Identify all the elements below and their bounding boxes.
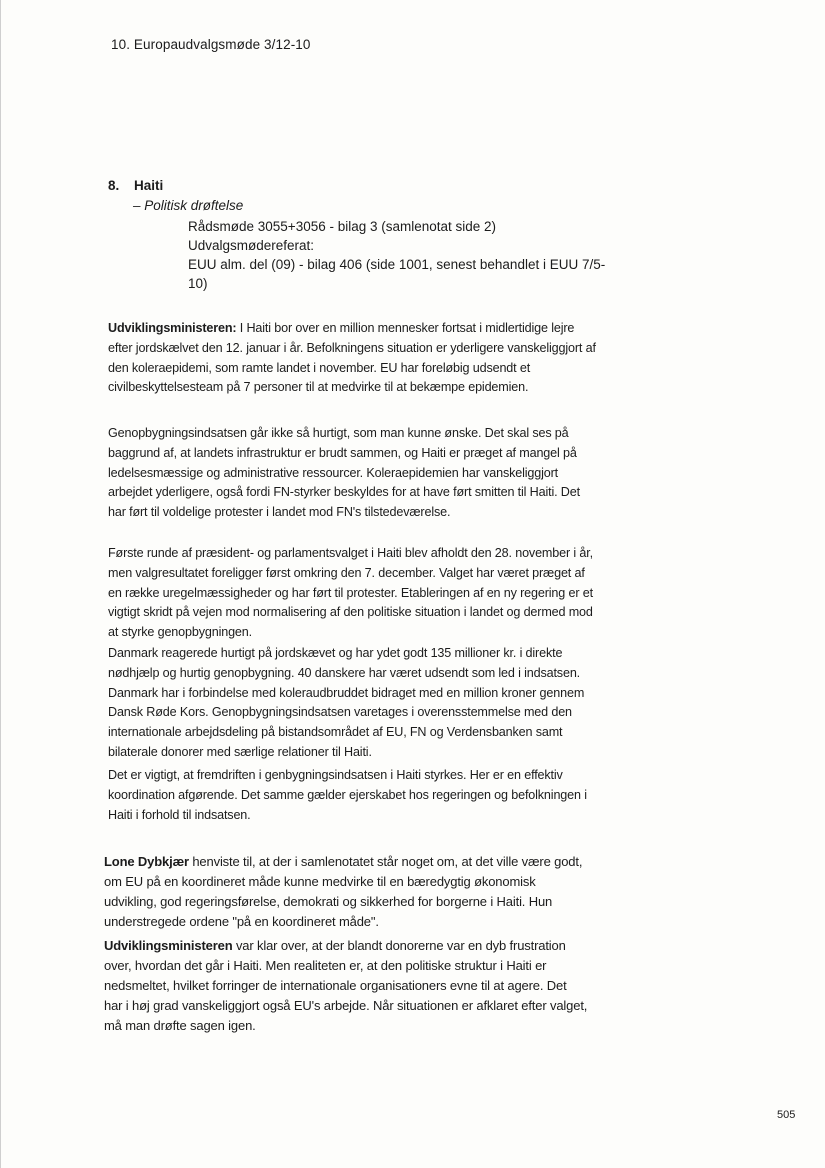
paragraph-text: Det er vigtigt, at fremdriften i genbygningsindsatsen i Haiti styrkes. Her er en effektiv koordination afgørende. Det samme gælder ejerskabet hos regeringen og befolkningen i Haiti i forhold til indsatsen. (108, 768, 587, 822)
paragraph-text: henviste til, at der i samlenotatet står noget om, at det ville være godt, om EU på en koordineret måde kunne medvirke til en bæredygtig økonomisk udvikling, god regeringsførelse, demokrati og sikkerhed for borgerne i Haiti. Hun understregede ordene "på en koordineret måde". (104, 854, 583, 929)
agenda-item-number: 8. (108, 178, 120, 193)
paragraph-text: Danmark reagerede hurtigt på jordskævet og har ydet godt 135 millioner kr. i direkte nødhjælp og hurtig genopbygning. 40 danskere har været udsendt som led i indsatsen. Danmark har i forbindelse med koleraudbruddet bidraget med en million kroner gennem Dansk Røde Kors. Genopbygningsindsatsen varetages i overensstemmelse med den internationale arbejdsdeling på bistandsområdet af EU, FN og Verdensbanken samt bilaterale donorer med særlige relationer til Haiti. (108, 646, 585, 759)
page-number: 505 (777, 1109, 796, 1121)
paragraph-text: Første runde af præsident- og parlamentsvalget i Haiti blev afholdt den 28. november i år, men valgresultatet foreligger først omkring den 7. december. Valget har været præget af en række uregelmæssigheder og har ført til protester. Etableringen af en ny regering er et vigtigt skridt på vejen mod normalisering af den politiske situation i landet og dermed mod at styrke genopbygningen. (108, 546, 593, 640)
agenda-item-title (108, 178, 163, 193)
speaker-name: Lone Dybkjær (104, 854, 189, 869)
reference-line: Udvalgsmødereferat: (188, 238, 315, 253)
paragraph (108, 766, 596, 825)
paragraph-member-statement (104, 852, 588, 932)
page-header: 10. Europaudvalgsmøde 3/12-10 (111, 37, 311, 52)
reference-line: EUU alm. del (09) - bilag 406 (side 1001, senest behandlet i EUU 7/5-10) (188, 257, 606, 291)
agenda-references (188, 217, 608, 293)
paragraph (108, 544, 596, 643)
paragraph-minister-reply (104, 936, 588, 1036)
reference-line: Rådsmøde 3055+3056 - bilag 3 (samlenotat side 2) (188, 219, 497, 234)
paragraph-minister-statement (108, 319, 596, 398)
speaker-name: Udviklingsministeren (104, 938, 233, 953)
paragraph-text: I Haiti bor over en million mennesker fortsat i midlertidige lejre efter jordskælvet den 12. januar i år. Befolkningens situation er yderligere vanskeliggjort af den koleraepidemi, som ramte landet i november. EU har foreløbig udsendt et civilbeskyttelsesteam på 7 personer til at medvirke til at bekæmpe epidemien. (108, 321, 596, 395)
paragraph-text: Genopbygningsindsatsen går ikke så hurtigt, som man kunne ønske. Det skal ses på baggrund af, at landets infrastruktur er brudt sammen, og Haiti er præget af mangel på ledelsesmæssige og administrative ressourcer. Koleraepidemien har vanskeliggjort arbejdet yderligere, også fordi FN-styrker beskyldes for at have ført smitten til Haiti. Det har ført til voldelige protester i landet mod FN's tilstedeværelse. (108, 426, 580, 520)
paragraph-text: var klar over, at der blandt donorerne var en dyb frustration over, hvordan det går i Haiti. Men realiteten er, at den politiske struktur i Haiti er nedsmeltet, hvilket forringer de internationale organisationers evne til at agere. Det har i høj grad vanskeliggjort også EU's arbejde. Når situationen er afklaret efter valget, må man drøfte sagen igen. (104, 938, 588, 1033)
speaker-name: Udviklingsministeren: (108, 321, 237, 335)
agenda-item-subtitle: – Politisk drøftelse (133, 198, 244, 213)
scan-edge (0, 0, 1, 1168)
paragraph (108, 644, 596, 763)
agenda-item-name: Haiti (134, 178, 164, 193)
paragraph (108, 424, 596, 523)
